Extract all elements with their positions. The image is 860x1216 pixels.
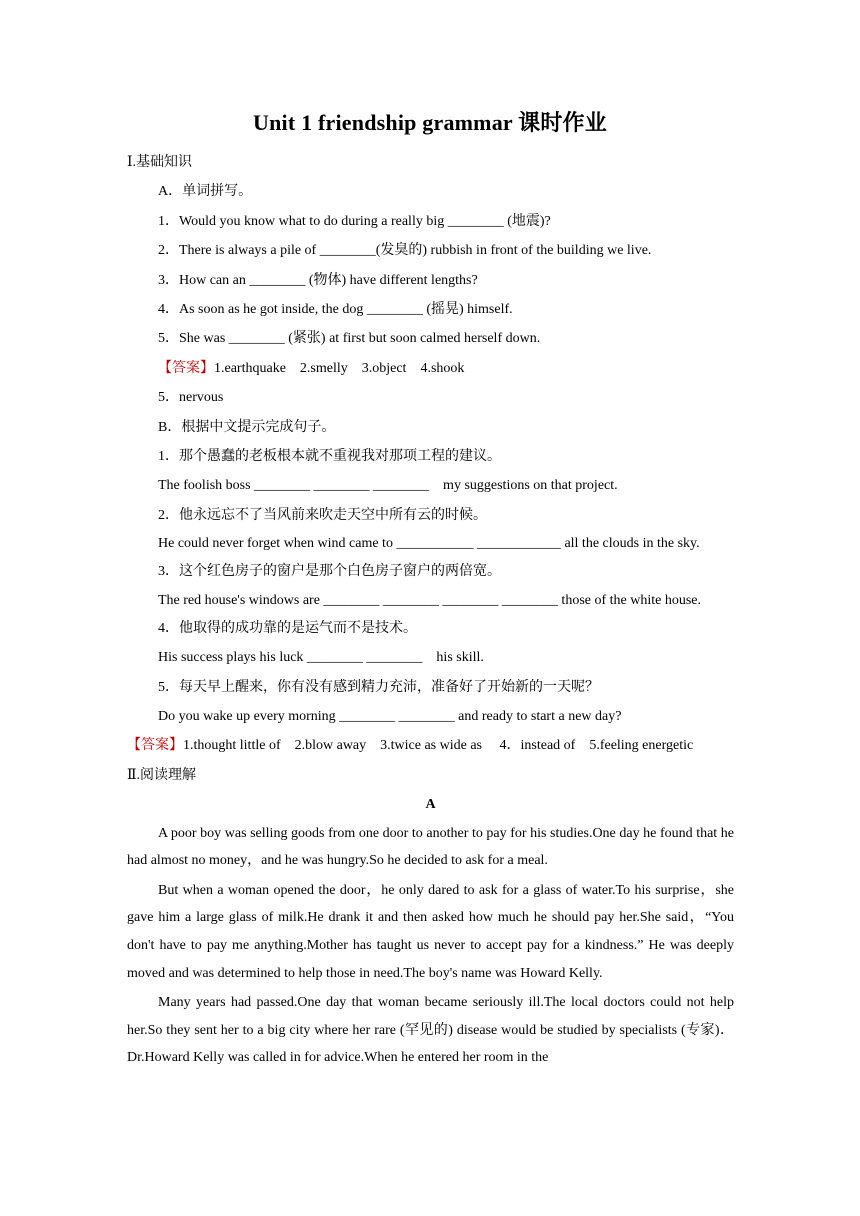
section-heading-basics: Ⅰ.基础知识: [127, 155, 193, 170]
passage-paragraph-1: A poor boy was selling goods from one door to another to pay for his studies.One day he found that he had almost no money，and he was hungry.So he decided to ask for a meal.: [127, 825, 734, 869]
passage-label: A: [425, 797, 436, 813]
part-a-item-1: 1．Would you know what to do during a really big ________ (地震)?: [158, 213, 551, 229]
page-title: Unit 1 friendship grammar 课时作业: [253, 110, 607, 135]
answer-text: 1.thought little of 2.blow away 3.twice as wide as 4．instead of 5.feeling energetic: [183, 738, 694, 754]
document-body: [127, 148, 734, 1074]
passage-paragraph-2: But when a woman opened the door，he only dared to ask for a glass of water.To his surprise，she gave him a large glass of milk.He drank it and then asked how much he should pay her.She said，“You don't have to pay me anything.Mother has taught us never to accept pay for a kindness.” He was deeply moved and was determined to help those in need.The boy's name was Howard Kelly.: [127, 882, 734, 981]
part-a-item-2: 2．There is always a pile of ________(发臭的) rubbish in front of the building we live.: [158, 243, 652, 259]
part-a-item-4: 4．As soon as he got inside, the dog ________ (摇晃) himself.: [158, 302, 513, 318]
part-b-item-2-en: He could never forget when wind came to ___________ ____________ all the clouds in the sky.: [158, 536, 700, 552]
answer-tag: 【答案】: [158, 360, 214, 376]
part-b-item-4-en: His success plays his luck ________ ________ his skill.: [158, 650, 484, 666]
part-a-heading: A．单词拼写。: [158, 184, 253, 200]
part-b-item-4-cn: 4．他取得的成功靠的是运气而不是技术。: [158, 620, 417, 636]
part-b-heading: B．根据中文提示完成句子。: [158, 419, 336, 435]
part-a-item-3: 3．How can an ________ (物体) have different lengths?: [158, 272, 478, 288]
part-a-answer: [127, 354, 734, 383]
part-b-item-3-cn: 3．这个红色房子的窗户是那个白色房子窗户的两倍宽。: [158, 564, 501, 580]
section-heading-reading: Ⅱ.阅读理解: [127, 767, 197, 783]
part-a-answer-cont: 5．nervous: [158, 390, 224, 406]
part-b-item-1-en: The foolish boss ________ ________ ________ my suggestions on that project.: [158, 478, 618, 494]
part-b-item-1-cn: 1．那个愚蠢的老板根本就不重视我对那项工程的建议。: [158, 449, 501, 465]
part-b-answer: [127, 731, 734, 760]
part-b-item-5-en: Do you wake up every morning ________ ________ and ready to start a new day?: [158, 708, 622, 724]
passage-paragraph-3: Many years had passed.One day that woman became seriously ill.The local doctors could not help her.So they sent her to a big city where her rare (罕见的) disease would be studied by specialists (专家)． Dr.Howard Kelly was called in for advice.When he entered her room in the: [127, 995, 734, 1066]
answer-text: 1.earthquake 2.smelly 3.object 4.shook: [214, 360, 465, 376]
answer-tag: 【答案】: [127, 738, 183, 754]
part-a-item-5: 5．She was ________ (紧张) at first but soon calmed herself down.: [158, 331, 541, 347]
part-b-item-5-cn: 5．每天早上醒来，你有没有感到精力充沛，准备好了开始新的一天呢？: [158, 679, 599, 695]
part-b-item-3-en: The red house's windows are ________ ________ ________ ________ those of the white house.: [158, 592, 702, 608]
part-b-item-2-cn: 2．他永远忘不了当风前来吹走天空中所有云的时候。: [158, 507, 487, 523]
